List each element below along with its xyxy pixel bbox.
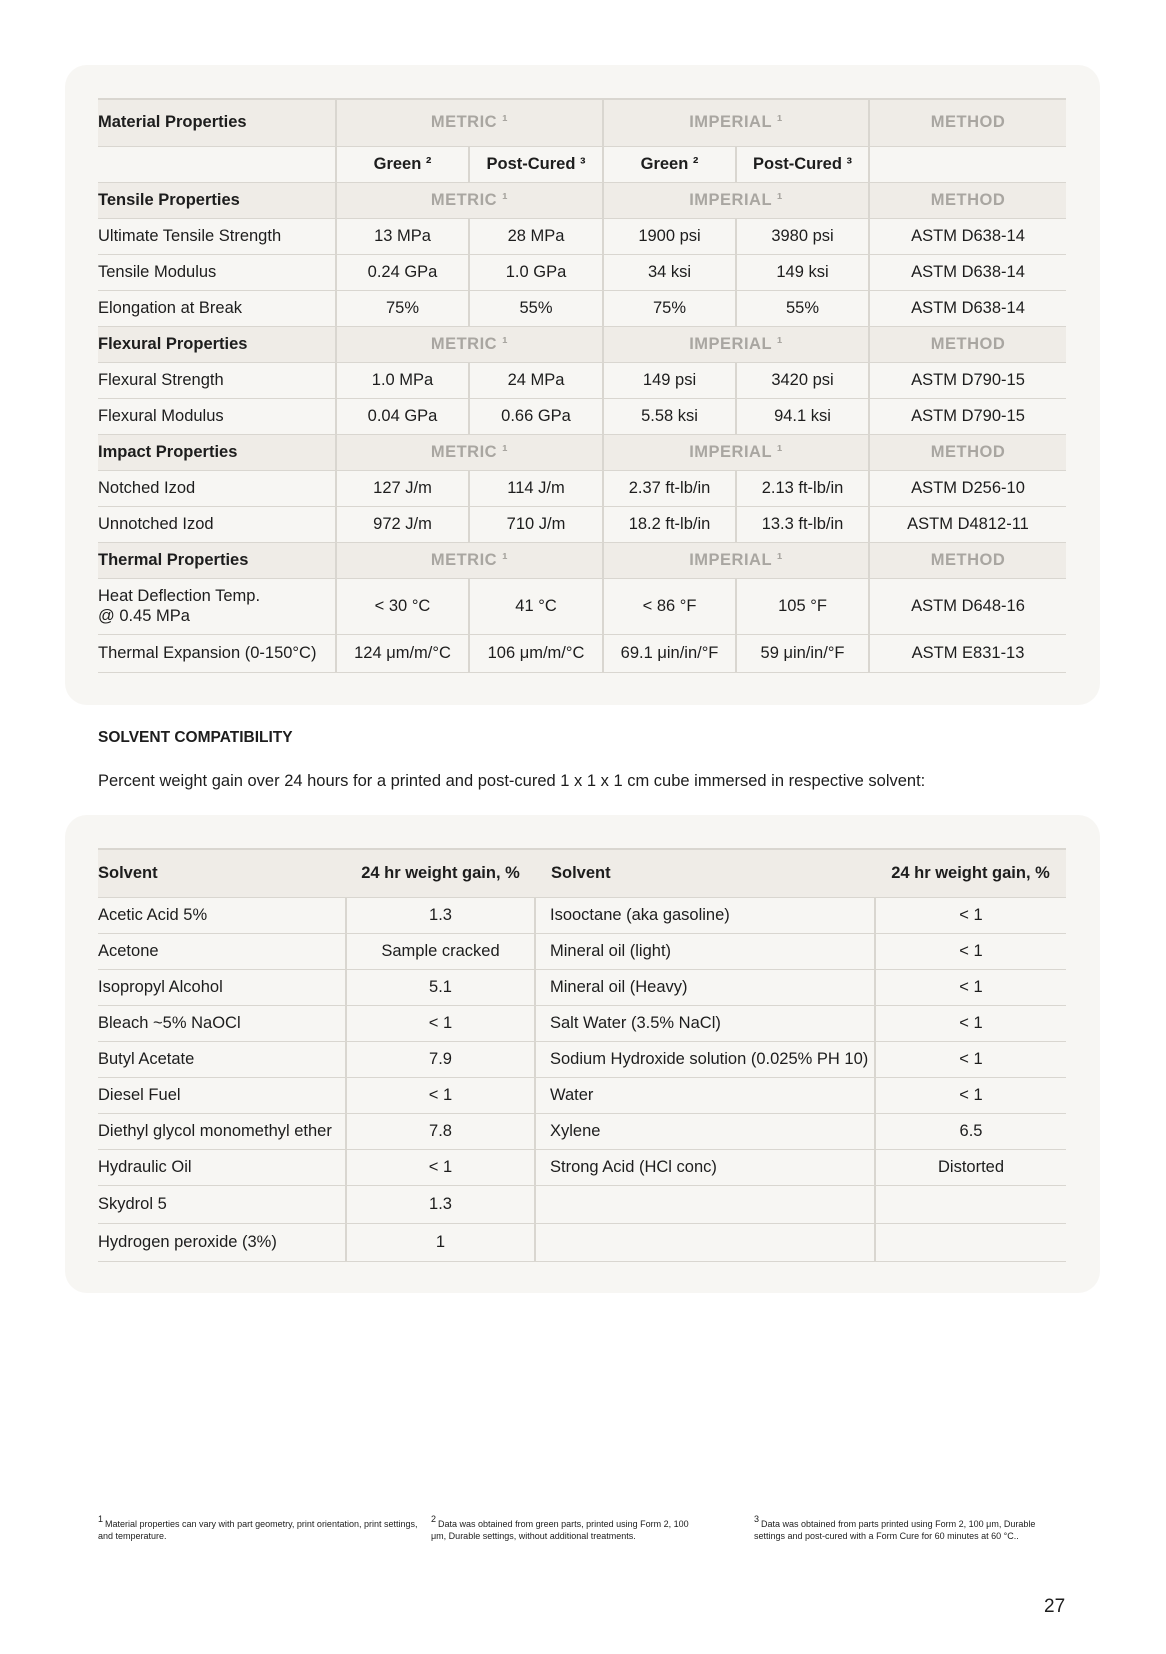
imperial-postcured-value: 59 μin/in/°F — [736, 634, 869, 672]
imperial-green-value: 5.58 ksi — [603, 398, 736, 434]
metric-green-value: 75% — [336, 290, 469, 326]
weight-gain-column-header: 24 hr weight gain, % — [346, 849, 535, 897]
solvent-description: Percent weight gain over 24 hours for a printed and post-cured 1 x 1 x 1 cm cube immersed in respective solvent: — [98, 772, 926, 790]
empty-cell — [869, 146, 1066, 182]
empty-cell — [98, 146, 336, 182]
solvent-weight-gain: < 1 — [875, 1077, 1066, 1113]
footnote-text: Data was obtained from parts printed using Form 2, 100 μm, Durable settings and post-cured with a Form Cure for 60 minutes at 60 °C.. — [754, 1519, 1036, 1541]
metric-header: METRIC ¹ — [336, 326, 603, 362]
solvent-weight-gain — [875, 1185, 1066, 1223]
green-imperial-header: Green ² — [603, 146, 736, 182]
metric-green-value: 1.0 MPa — [336, 362, 469, 398]
method-header: METHOD — [869, 542, 1066, 578]
solvent-name: Strong Acid (HCl conc) — [535, 1149, 875, 1185]
metric-postcured-value: 41 °C — [469, 578, 603, 634]
metric-postcured-value: 28 MPa — [469, 218, 603, 254]
solvent-row — [98, 1041, 1066, 1077]
table-row — [98, 218, 1066, 254]
solvent-name: Hydrogen peroxide (3%) — [98, 1223, 346, 1261]
metric-green-value: < 30 °C — [336, 578, 469, 634]
solvent-row — [98, 1077, 1066, 1113]
property-name — [98, 254, 336, 290]
property-name-text: Unnotched Izod — [98, 514, 214, 533]
metric-green-value: 124 μm/m/°C — [336, 634, 469, 672]
property-name — [98, 218, 336, 254]
section-header-row — [98, 326, 1066, 362]
metric-header: METRIC ¹ — [336, 182, 603, 218]
solvent-weight-gain: < 1 — [875, 897, 1066, 933]
section-header-row — [98, 434, 1066, 470]
property-name — [98, 578, 336, 634]
metric-header: METRIC ¹ — [336, 99, 603, 146]
solvent-weight-gain: < 1 — [346, 1077, 535, 1113]
solvent-name: Water — [535, 1077, 875, 1113]
solvent-weight-gain — [875, 1223, 1066, 1261]
property-name-text: Ultimate Tensile Strength — [98, 226, 282, 245]
solvent-name — [535, 1185, 875, 1223]
property-name — [98, 506, 336, 542]
footnote-text: Material properties can vary with part geometry, print orientation, print settings, and temperature. — [98, 1519, 418, 1541]
solvent-name: Butyl Acetate — [98, 1041, 346, 1077]
solvent-name: Mineral oil (Heavy) — [535, 969, 875, 1005]
method-value: ASTM D638-14 — [869, 218, 1066, 254]
metric-postcured-value: 55% — [469, 290, 603, 326]
method-value: ASTM D790-15 — [869, 398, 1066, 434]
imperial-header: IMPERIAL ¹ — [603, 326, 869, 362]
property-name-text: Thermal Expansion (0-150°C) — [98, 643, 317, 662]
solvent-weight-gain: < 1 — [875, 1005, 1066, 1041]
footnote-1 — [98, 1514, 418, 1542]
method-value: ASTM D4812-11 — [869, 506, 1066, 542]
property-name — [98, 290, 336, 326]
solvent-name: Mineral oil (light) — [535, 933, 875, 969]
solvent-row — [98, 933, 1066, 969]
postcured-imperial-header: Post-Cured ³ — [736, 146, 869, 182]
imperial-green-value: 18.2 ft-lb/in — [603, 506, 736, 542]
metric-postcured-value: 710 J/m — [469, 506, 603, 542]
method-value: ASTM D638-14 — [869, 254, 1066, 290]
table-row — [98, 634, 1066, 672]
metric-postcured-value: 1.0 GPa — [469, 254, 603, 290]
metric-green-value: 972 J/m — [336, 506, 469, 542]
imperial-green-value: 149 psi — [603, 362, 736, 398]
method-header: METHOD — [869, 182, 1066, 218]
imperial-postcured-value: 2.13 ft-lb/in — [736, 470, 869, 506]
solvent-name: Acetone — [98, 933, 346, 969]
solvent-weight-gain: < 1 — [875, 933, 1066, 969]
imperial-green-value: 34 ksi — [603, 254, 736, 290]
table-row — [98, 470, 1066, 506]
imperial-postcured-value: 55% — [736, 290, 869, 326]
property-name-text: Tensile Modulus — [98, 262, 217, 281]
material-properties-panel — [65, 65, 1100, 705]
section-title: Tensile Properties — [98, 182, 336, 218]
solvent-row — [98, 1185, 1066, 1223]
property-name-text: Flexural Strength — [98, 370, 224, 389]
metric-postcured-value: 24 MPa — [469, 362, 603, 398]
property-name — [98, 398, 336, 434]
table-row — [98, 254, 1066, 290]
solvent-name: Sodium Hydroxide solution (0.025% PH 10) — [535, 1041, 875, 1077]
header-label: Material Properties — [98, 99, 336, 146]
solvent-weight-gain: 1.3 — [346, 897, 535, 933]
table-subheader-row — [98, 146, 1066, 182]
solvent-weight-gain: 1 — [346, 1223, 535, 1261]
imperial-postcured-value: 3980 psi — [736, 218, 869, 254]
metric-postcured-value: 0.66 GPa — [469, 398, 603, 434]
solvent-weight-gain: 7.8 — [346, 1113, 535, 1149]
solvent-name: Hydraulic Oil — [98, 1149, 346, 1185]
solvent-weight-gain: < 1 — [875, 1041, 1066, 1077]
property-name-text: Flexural Modulus — [98, 406, 224, 425]
table-header-row — [98, 99, 1066, 146]
solvent-row — [98, 1113, 1066, 1149]
footnote-mark: 2 — [431, 1514, 437, 1524]
solvent-name: Isooctane (aka gasoline) — [535, 897, 875, 933]
metric-green-value: 127 J/m — [336, 470, 469, 506]
imperial-green-value: < 86 °F — [603, 578, 736, 634]
imperial-green-value: 69.1 μin/in/°F — [603, 634, 736, 672]
property-name-text: Heat Deflection Temp. — [98, 587, 261, 605]
imperial-postcured-value: 105 °F — [736, 578, 869, 634]
solvent-table — [98, 848, 1066, 1262]
method-header: METHOD — [869, 434, 1066, 470]
imperial-green-value: 75% — [603, 290, 736, 326]
imperial-header: IMPERIAL ¹ — [603, 434, 869, 470]
metric-green-value: 13 MPa — [336, 218, 469, 254]
section-header-row — [98, 182, 1066, 218]
solvent-weight-gain: < 1 — [346, 1149, 535, 1185]
metric-green-value: 0.04 GPa — [336, 398, 469, 434]
solvent-name: Acetic Acid 5% — [98, 897, 346, 933]
metric-header: METRIC ¹ — [336, 434, 603, 470]
solvent-column-header: Solvent — [98, 849, 346, 897]
table-row — [98, 398, 1066, 434]
solvent-row — [98, 1223, 1066, 1261]
footnote-2 — [431, 1514, 701, 1542]
footnote-text: Data was obtained from green parts, printed using Form 2, 100 μm, Durable settings, without additional treatments. — [431, 1519, 689, 1541]
solvent-name — [535, 1223, 875, 1261]
solvent-row — [98, 1005, 1066, 1041]
metric-green-value: 0.24 GPa — [336, 254, 469, 290]
footnote-mark: 1 — [98, 1514, 104, 1524]
postcured-metric-header: Post-Cured ³ — [469, 146, 603, 182]
imperial-green-value: 2.37 ft-lb/in — [603, 470, 736, 506]
method-value: ASTM E831-13 — [869, 634, 1066, 672]
solvent-weight-gain: 6.5 — [875, 1113, 1066, 1149]
solvent-header-row — [98, 849, 1066, 897]
solvent-panel — [65, 815, 1100, 1293]
property-name — [98, 634, 336, 672]
solvent-compatibility-heading: SOLVENT COMPATIBILITY — [98, 729, 293, 746]
method-value: ASTM D648-16 — [869, 578, 1066, 634]
solvent-column-header: Solvent — [535, 849, 875, 897]
solvent-row — [98, 1149, 1066, 1185]
section-title: Thermal Properties — [98, 542, 336, 578]
method-value: ASTM D790-15 — [869, 362, 1066, 398]
imperial-postcured-value: 94.1 ksi — [736, 398, 869, 434]
solvent-weight-gain: < 1 — [346, 1005, 535, 1041]
solvent-weight-gain: Distorted — [875, 1149, 1066, 1185]
method-header: METHOD — [869, 99, 1066, 146]
solvent-name: Salt Water (3.5% NaCl) — [535, 1005, 875, 1041]
property-name — [98, 470, 336, 506]
solvent-name: Bleach ~5% NaOCl — [98, 1005, 346, 1041]
table-row — [98, 362, 1066, 398]
solvent-name: Isopropyl Alcohol — [98, 969, 346, 1005]
page-number: 27 — [1044, 1596, 1066, 1617]
imperial-postcured-value: 3420 psi — [736, 362, 869, 398]
imperial-green-value: 1900 psi — [603, 218, 736, 254]
solvent-weight-gain: 5.1 — [346, 969, 535, 1005]
table-row — [98, 290, 1066, 326]
material-properties-table — [98, 98, 1066, 673]
section-title: Flexural Properties — [98, 326, 336, 362]
solvent-name: Skydrol 5 — [98, 1185, 346, 1223]
solvent-weight-gain: 1.3 — [346, 1185, 535, 1223]
method-value: ASTM D256-10 — [869, 470, 1066, 506]
solvent-weight-gain: Sample cracked — [346, 933, 535, 969]
solvent-weight-gain: 7.9 — [346, 1041, 535, 1077]
solvent-name: Diesel Fuel — [98, 1077, 346, 1113]
solvent-row — [98, 897, 1066, 933]
property-name-line2: @ 0.45 MPa — [98, 607, 190, 625]
metric-header: METRIC ¹ — [336, 542, 603, 578]
weight-gain-column-header: 24 hr weight gain, % — [875, 849, 1066, 897]
imperial-header: IMPERIAL ¹ — [603, 182, 869, 218]
footnote-3 — [754, 1514, 1054, 1542]
section-header-row — [98, 542, 1066, 578]
metric-postcured-value: 114 J/m — [469, 470, 603, 506]
property-name-text: Notched Izod — [98, 478, 196, 497]
imperial-header: IMPERIAL ¹ — [603, 542, 869, 578]
metric-postcured-value: 106 μm/m/°C — [469, 634, 603, 672]
table-row — [98, 578, 1066, 634]
section-title: Impact Properties — [98, 434, 336, 470]
imperial-header: IMPERIAL ¹ — [603, 99, 869, 146]
method-value: ASTM D638-14 — [869, 290, 1066, 326]
imperial-postcured-value: 13.3 ft-lb/in — [736, 506, 869, 542]
property-name-text: Elongation at Break — [98, 298, 243, 317]
solvent-name: Xylene — [535, 1113, 875, 1149]
footnote-mark: 3 — [754, 1514, 760, 1524]
solvent-weight-gain: < 1 — [875, 969, 1066, 1005]
table-row — [98, 506, 1066, 542]
method-header: METHOD — [869, 326, 1066, 362]
imperial-postcured-value: 149 ksi — [736, 254, 869, 290]
green-metric-header: Green ² — [336, 146, 469, 182]
property-name — [98, 362, 336, 398]
solvent-name: Diethyl glycol monomethyl ether — [98, 1113, 346, 1149]
solvent-row — [98, 969, 1066, 1005]
